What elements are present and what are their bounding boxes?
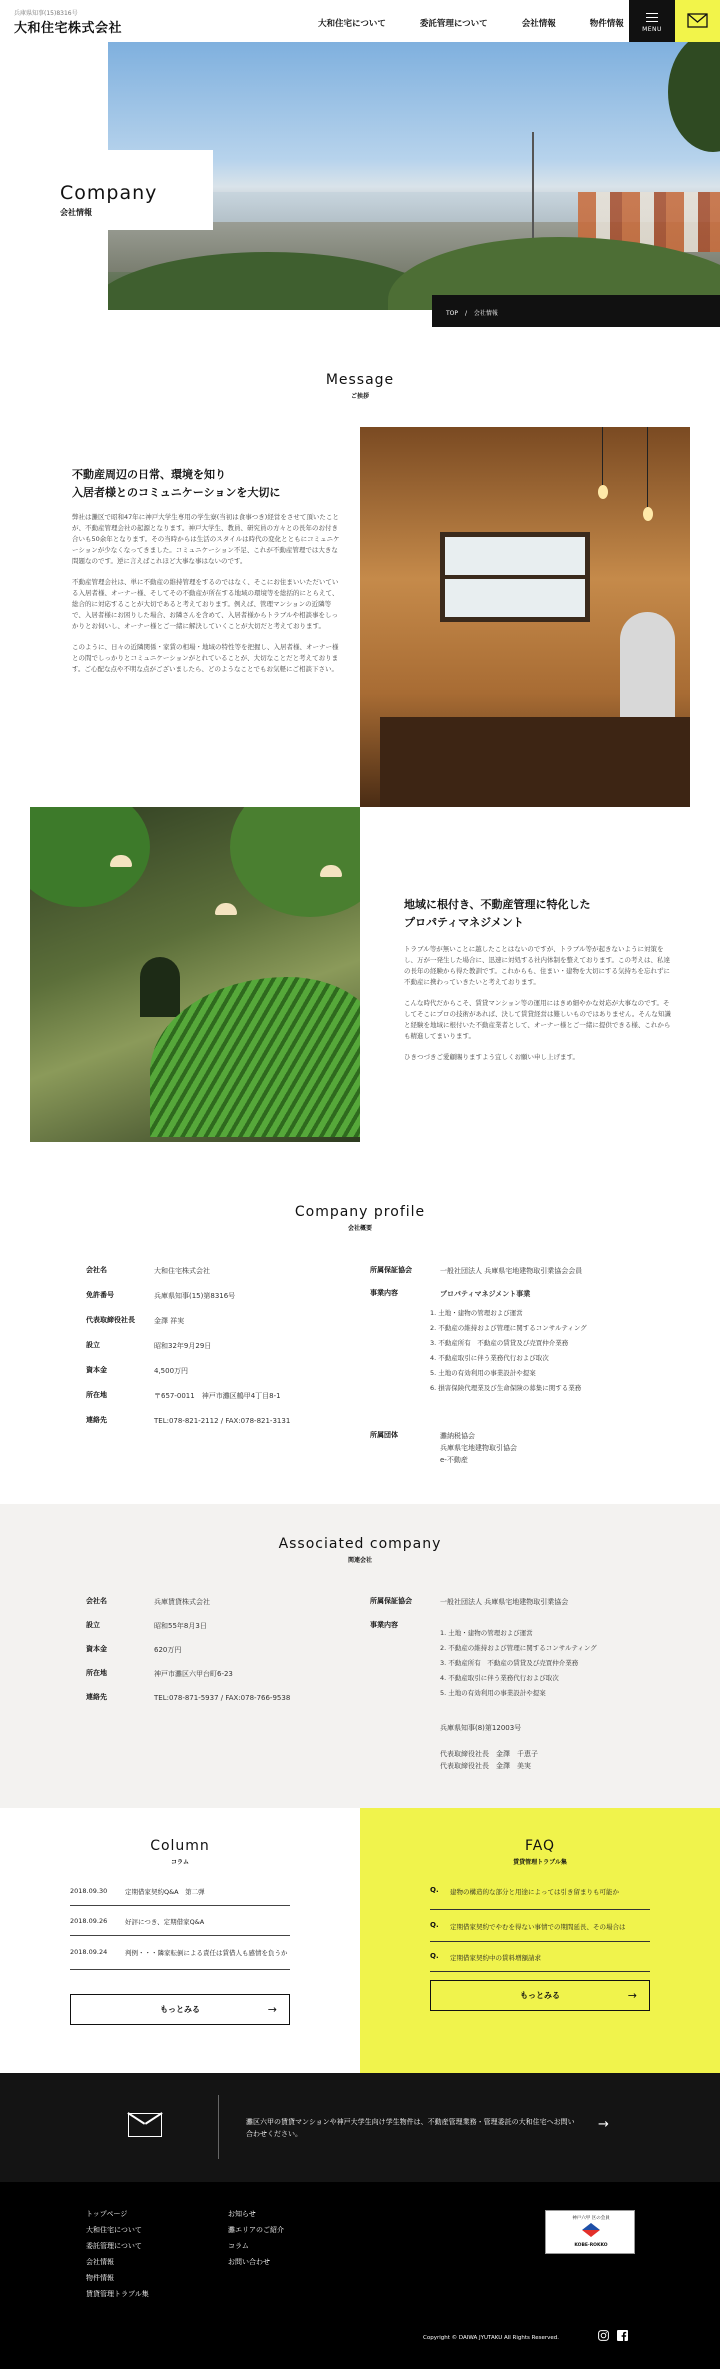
profile-label: 所属保証協会 [370, 1266, 412, 1274]
footer-link-faq[interactable]: 賃貸管理トラブル集 [86, 2290, 149, 2298]
contact-band[interactable] [0, 2073, 720, 2182]
faq-subtitle: 賃貸管理トラブル集 [513, 1859, 567, 1866]
global-nav [318, 17, 658, 29]
nav-company[interactable]: 会社情報 [521, 19, 556, 29]
column-link[interactable]: 定期借家契約Q&A 第二弾 [125, 1888, 205, 1896]
associated-value: 620万円 [154, 1646, 182, 1654]
message-heading-1: 不動産周辺の日常、環境を知り 入居者様とのコミュニケーションを大切に [72, 468, 281, 499]
column-list-item[interactable] [70, 1880, 290, 1906]
page-title: Company [60, 182, 158, 204]
column-list-item[interactable] [70, 1936, 290, 1970]
footer-link-about[interactable]: 大和住宅について [86, 2226, 142, 2234]
profile-value: 大和住宅株式会社 [154, 1267, 210, 1275]
associated-label: 資本金 [86, 1645, 107, 1653]
arrow-right-icon: → [267, 2003, 277, 2016]
menu-label: MENU [642, 26, 662, 33]
column-date: 2018.09.24 [70, 1948, 108, 1956]
faq-link[interactable]: 建物の構造的な部分と用途によっては引き留まりも可能か [450, 1888, 619, 1896]
message-body-1: 弊社は灘区で昭和47年に神戸大学生専用の学生寮(当初は食事つき)経営をさせて頂いたことが、不動産管理会社の起源となります。神戸大学生、教員、研究員の方々との長年のお付き合いも50余年となります。その当時からは生活のスタイルは時代の変化とともにコミュニケーションが少なくなってきました。コミュニケーション不足、これが不動産管理では大きな問題なのです。逆に言えばこれほど大事な事はないのです。 不動産管理会社は、単に不動産の維持管理をするのではなく、そこにお住まいいただいている入居者様、オーナー様、そしてその不動産が所在する地域の環境等を総括的にとらえて、総合的に対応することが大切であると考えております。例えば、管理マンションの近隣等で、入居者様にお困りした場合、お隣さんを含めて、入居者様からトラブルや相談事をしっかりとお伺いし、オーナー様とご一緒に解決していくことが大切だと考えております。 このように、日々の近隣関係・家賃の相場・地域の特性等を把握し、入居者様、オーナー様との間でしっかりとコミュニケーションがとれていることが、大切なことだと考えております。ご心配な点や不明な点がございましたら、どのようなことでもお気軽にご相談下さい。 [72, 513, 340, 673]
column-subtitle: コラム [171, 1859, 189, 1866]
message-title: Message [325, 372, 395, 388]
breadcrumb [432, 295, 720, 327]
footer-link-column[interactable]: コラム [228, 2242, 249, 2250]
profile-value: TEL:078-821-2112 / FAX:078-821-3131 [154, 1417, 291, 1425]
office-interior-photo [360, 427, 690, 807]
mail-icon [128, 2113, 162, 2137]
column-link[interactable]: 好評につき、定期借家Q&A [125, 1918, 205, 1926]
business-list: 1. 土地・建物の管理および運営 2. 不動産の維持および管理に関するコンサルティング 3. 不動産所有 不動産の賃貸及び売買仲介業務 4. 不動産取引に伴う業務代行および取次 5. 土地の有効利用の事業設計や提案 6. 損害保険代理業及び生命保険の募集に関する業務 [430, 1309, 587, 1392]
profile-label: 所属団体 [370, 1431, 398, 1439]
faq-list-item[interactable] [430, 1942, 650, 1972]
associated-section-title [0, 1536, 720, 1564]
associated-business-list: 1. 土地・建物の管理および運営 2. 不動産の維持および管理に関するコンサルティング 3. 不動産所有 不動産の賃貸及び売買仲介業務 4. 不動産取引に伴う業務代行および取次 5. 土地の有効利用の事業設計や提案 [440, 1629, 597, 1697]
associated-label: 会社名 [86, 1597, 107, 1605]
faq-title: FAQ [524, 1838, 556, 1854]
footer-nav-col1 [86, 2206, 149, 2302]
hamburger-icon [646, 13, 658, 25]
associated-label: 連絡先 [86, 1693, 107, 1701]
mail-button[interactable] [675, 0, 720, 42]
column-link[interactable]: 判例・・・隣家転倒による責任は賃借人も感情を負うか [125, 1949, 288, 1957]
faq-more-button[interactable]: もっとみる → [430, 1980, 650, 2011]
profile-label: 設立 [86, 1341, 100, 1349]
profile-value: 兵庫県知事(15)第8316号 [154, 1292, 236, 1300]
profile-section-title [0, 1204, 720, 1232]
profile-label: 所在地 [86, 1391, 107, 1399]
page-subtitle: 会社情報 [60, 208, 92, 217]
profile-value: 〒657-0011 神戸市灘区鶴甲4丁目8-1 [154, 1392, 281, 1400]
footer-link-contact[interactable]: お問い合わせ [228, 2258, 270, 2266]
breadcrumb-top[interactable]: TOP [446, 310, 459, 317]
breadcrumb-current: 会社情報 [473, 310, 498, 317]
associated-title: Associated company [278, 1536, 442, 1552]
site-header [0, 0, 720, 42]
footer-link-properties[interactable]: 物件情報 [86, 2274, 114, 2282]
column-title: Column [150, 1838, 210, 1854]
profile-label: 資本金 [86, 1366, 107, 1374]
faq-q-label: Q. [430, 1886, 439, 1894]
copyright: Copyright © DAIWA JYUTAKU All Rights Reserved. [423, 2335, 559, 2341]
menu-button[interactable] [629, 0, 675, 42]
arrow-right-icon[interactable]: → [598, 2117, 609, 2132]
message-body-2: トラブル等が無いことに越したことはないのですが、トラブル等が起きないように対策をし、万が一発生した場合に、迅速に対処する社内体制を整えております。この考えは、私達の長年の経験から得た教訓です。これからも、住まい・建物を大切にする気持ちを忘れずに不動産に携わっていきたいと考えております。 こんな時代だからこそ、賃貸マンション等の運用にはきめ細やかな対応が大事なのです。そしてそこにプロの技術があれば、決して賃貸経営は難しいものではありません。そんな知識と経験を地域に根付いた不動産業者として、オーナー様とご一緒に提供できる様、これからも精進してまいります。 ひきつづきご愛顧賜りますよう宜しくお願い申し上げます。 [404, 945, 671, 1061]
profile-title: Company profile [294, 1204, 426, 1220]
kobe-rokko-badge[interactable]: 神戸六甲 区の会員 KOBE·ROKKO [545, 2210, 635, 2254]
footer-link-top[interactable]: トップページ [86, 2210, 128, 2218]
profile-value: 金澤 祥実 [154, 1317, 185, 1325]
associated-value: 神戸市灘区六甲台町6-23 [154, 1670, 233, 1678]
faq-link[interactable]: 定期借家契約でやむを得ない事情での期間延長、その場合は [450, 1923, 626, 1931]
message-subtitle: ご挨拶 [350, 393, 369, 400]
profile-subtitle: 会社概要 [347, 1225, 372, 1232]
mail-icon [675, 0, 720, 42]
business-title: プロパティマネジメント事業 [440, 1290, 531, 1298]
footer-nav-col2 [228, 2206, 284, 2270]
associated-license: 兵庫県知事(8)第12003号 [440, 1724, 522, 1732]
site-logo[interactable]: 大和住宅株式会社 [14, 21, 123, 36]
profile-label: 免許番号 [86, 1291, 114, 1299]
column-section-title [0, 1838, 360, 1866]
profile-value: 4,500万円 [154, 1367, 189, 1375]
contact-text[interactable]: 灘区六甲の賃貸マンションや神戸大学生向け学生物件は、不動産管理業務・管理委託の大和住宅へお問い合わせください。 [246, 2118, 575, 2138]
faq-section-title [360, 1838, 720, 1866]
profile-label: 会社名 [86, 1266, 107, 1274]
nav-management[interactable]: 委託管理について [419, 19, 488, 29]
footer-link-news[interactable]: お知らせ [228, 2210, 256, 2218]
associated-subtitle: 関連会社 [347, 1557, 372, 1564]
nav-about[interactable]: 大和住宅について [318, 19, 386, 29]
associated-label: 所属保証協会 [370, 1597, 412, 1605]
associated-value: TEL:078-871-5937 / FAX:078-766-9538 [154, 1694, 291, 1702]
associated-label: 所在地 [86, 1669, 107, 1677]
profile-label: 事業内容 [370, 1289, 398, 1297]
associated-label: 設立 [86, 1621, 100, 1629]
site-footer [0, 2182, 720, 2369]
instagram-icon[interactable] [598, 2330, 609, 2341]
associated-label: 事業内容 [370, 1621, 398, 1629]
arrow-right-icon: → [627, 1989, 637, 2002]
associated-value: 兵庫賃貸株式会社 [154, 1598, 210, 1606]
column-list-item[interactable] [70, 1906, 290, 1936]
footer-link-area[interactable]: 灘エリアのご紹介 [228, 2226, 284, 2234]
profile-label: 代表取締役社長 [86, 1316, 135, 1324]
facebook-icon[interactable] [617, 2330, 628, 2341]
column-more-button[interactable]: もっとみる → [70, 1994, 290, 2025]
associated-officers: 代表取締役社長 金澤 千恵子 代表取締役社長 金澤 美実 [440, 1750, 538, 1770]
license-number: 兵庫県知事(15)8316号 [14, 10, 78, 17]
plants-interior-photo [30, 807, 360, 1142]
hero-title-box [0, 150, 213, 230]
group-list: 灘納税協会 兵庫県宅地建物取引協会 e-不動産 [440, 1432, 517, 1464]
faq-list-item[interactable] [430, 1910, 650, 1942]
message-section-title [0, 372, 720, 400]
associated-value: 一般社団法人 兵庫県宅地建物取引業協会 [440, 1598, 569, 1606]
breadcrumb-separator: / [464, 310, 467, 317]
faq-q-label: Q. [430, 1952, 439, 1960]
column-date: 2018.09.30 [70, 1887, 108, 1895]
faq-link[interactable]: 定期借家契約中の賃料増額請求 [450, 1954, 541, 1962]
footer-link-company[interactable]: 会社情報 [86, 2258, 114, 2266]
faq-q-label: Q. [430, 1921, 439, 1929]
profile-label: 連絡先 [86, 1416, 107, 1424]
nav-properties[interactable]: 物件情報 [589, 19, 624, 29]
profile-value: 一般社団法人 兵庫県宅地建物取引業協会会員 [440, 1267, 583, 1275]
associated-value: 昭和55年8月3日 [154, 1622, 207, 1630]
faq-list-item[interactable] [430, 1880, 650, 1910]
message-heading-2: 地域に根付き、不動産管理に特化した プロパティマネジメント [404, 898, 591, 929]
kobe-rokko-logo-icon [582, 2223, 600, 2237]
column-date: 2018.09.26 [70, 1917, 108, 1925]
footer-link-management[interactable]: 委託管理について [86, 2242, 142, 2250]
profile-value: 昭和32年9月29日 [154, 1342, 212, 1350]
